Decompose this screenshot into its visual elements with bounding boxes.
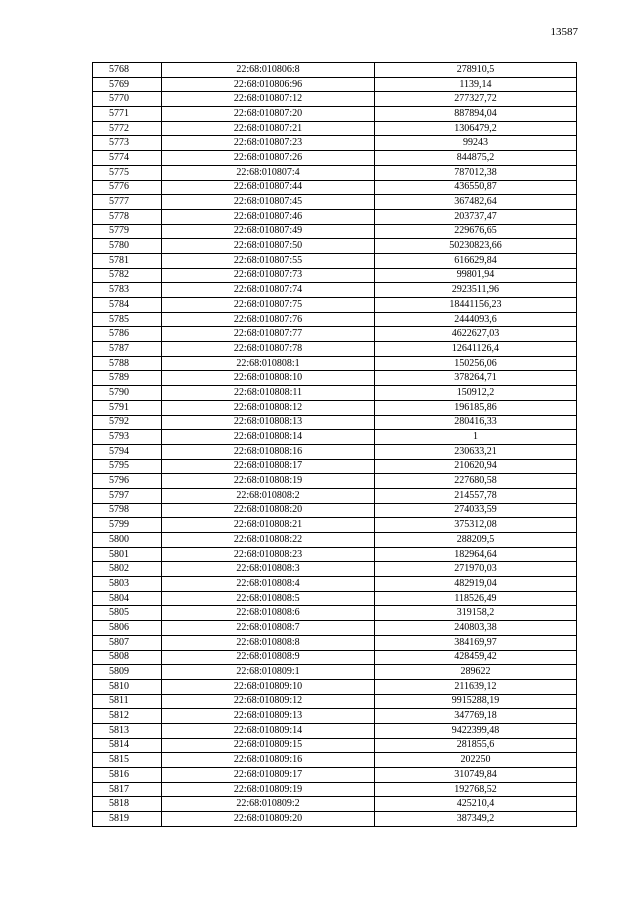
row-number-cell: 5780 [93, 239, 162, 254]
row-number-cell: 5818 [93, 797, 162, 812]
row-number-cell: 5807 [93, 635, 162, 650]
cadastral-number-cell: 22:68:010808:7 [162, 621, 375, 636]
value-cell: 425210,4 [375, 797, 577, 812]
table-row [93, 239, 577, 254]
cadastral-number-cell: 22:68:010806:96 [162, 77, 375, 92]
row-number-cell: 5768 [93, 63, 162, 78]
cadastral-number-cell: 22:68:010809:20 [162, 812, 375, 827]
table-row [93, 268, 577, 283]
cadastral-number-cell: 22:68:010809:19 [162, 782, 375, 797]
value-cell: 280416,33 [375, 415, 577, 430]
table-row [93, 444, 577, 459]
table-row [93, 224, 577, 239]
value-cell: 288209,5 [375, 533, 577, 548]
row-number-cell: 5805 [93, 606, 162, 621]
cadastral-number-cell: 22:68:010808:10 [162, 371, 375, 386]
row-number-cell: 5772 [93, 121, 162, 136]
value-cell: 277327,72 [375, 92, 577, 107]
page-number: 13587 [550, 26, 578, 38]
table-row [93, 459, 577, 474]
value-cell: 9915288,19 [375, 694, 577, 709]
row-number-cell: 5819 [93, 812, 162, 827]
row-number-cell: 5812 [93, 709, 162, 724]
row-number-cell: 5813 [93, 723, 162, 738]
cadastral-number-cell: 22:68:010808:21 [162, 518, 375, 533]
table-row [93, 400, 577, 415]
value-cell: 1 [375, 430, 577, 445]
table-row [93, 797, 577, 812]
cadastral-number-cell: 22:68:010807:20 [162, 107, 375, 122]
row-number-cell: 5801 [93, 547, 162, 562]
value-cell: 271970,03 [375, 562, 577, 577]
cadastral-number-cell: 22:68:010807:76 [162, 312, 375, 327]
table-row [93, 386, 577, 401]
value-cell: 210620,94 [375, 459, 577, 474]
cadastral-number-cell: 22:68:010807:12 [162, 92, 375, 107]
cadastral-number-cell: 22:68:010807:75 [162, 298, 375, 313]
value-cell: 182964,64 [375, 547, 577, 562]
row-number-cell: 5769 [93, 77, 162, 92]
table-row [93, 371, 577, 386]
cadastral-number-cell: 22:68:010807:74 [162, 283, 375, 298]
table-row [93, 474, 577, 489]
value-cell: 150256,06 [375, 356, 577, 371]
row-number-cell: 5815 [93, 753, 162, 768]
row-number-cell: 5804 [93, 591, 162, 606]
row-number-cell: 5782 [93, 268, 162, 283]
table-row [93, 298, 577, 313]
cadastral-number-cell: 22:68:010807:44 [162, 180, 375, 195]
row-number-cell: 5774 [93, 151, 162, 166]
row-number-cell: 5802 [93, 562, 162, 577]
table-row [93, 782, 577, 797]
table-row [93, 312, 577, 327]
cadastral-number-cell: 22:68:010807:21 [162, 121, 375, 136]
value-cell: 375312,08 [375, 518, 577, 533]
table-row [93, 738, 577, 753]
table-row [93, 650, 577, 665]
value-cell: 99243 [375, 136, 577, 151]
row-number-cell: 5781 [93, 253, 162, 268]
value-cell: 203737,47 [375, 209, 577, 224]
value-cell: 482919,04 [375, 577, 577, 592]
cadastral-number-cell: 22:68:010807:45 [162, 195, 375, 210]
cadastral-number-cell: 22:68:010808:8 [162, 635, 375, 650]
cadastral-number-cell: 22:68:010809:16 [162, 753, 375, 768]
value-cell: 50230823,66 [375, 239, 577, 254]
row-number-cell: 5817 [93, 782, 162, 797]
table-row [93, 679, 577, 694]
value-cell: 196185,86 [375, 400, 577, 415]
row-number-cell: 5811 [93, 694, 162, 709]
row-number-cell: 5773 [93, 136, 162, 151]
row-number-cell: 5789 [93, 371, 162, 386]
cadastral-number-cell: 22:68:010808:1 [162, 356, 375, 371]
table-row [93, 253, 577, 268]
value-cell: 310749,84 [375, 768, 577, 783]
value-cell: 9422399,48 [375, 723, 577, 738]
cadastral-number-cell: 22:68:010808:14 [162, 430, 375, 445]
row-number-cell: 5814 [93, 738, 162, 753]
value-cell: 229676,65 [375, 224, 577, 239]
cadastral-number-cell: 22:68:010807:55 [162, 253, 375, 268]
table-row [93, 591, 577, 606]
table-row [93, 812, 577, 827]
table-row [93, 577, 577, 592]
table-row [93, 92, 577, 107]
table-row [93, 753, 577, 768]
value-cell: 1139,14 [375, 77, 577, 92]
value-cell: 887894,04 [375, 107, 577, 122]
cadastral-number-cell: 22:68:010808:9 [162, 650, 375, 665]
table-row [93, 665, 577, 680]
value-cell: 319158,2 [375, 606, 577, 621]
table-row [93, 195, 577, 210]
value-cell: 211639,12 [375, 679, 577, 694]
table-row [93, 180, 577, 195]
value-cell: 289622 [375, 665, 577, 680]
table-row [93, 621, 577, 636]
table-row [93, 327, 577, 342]
table-row [93, 77, 577, 92]
cadastral-number-cell: 22:68:010809:17 [162, 768, 375, 783]
table-row [93, 547, 577, 562]
value-cell: 387349,2 [375, 812, 577, 827]
cadastral-number-cell: 22:68:010809:10 [162, 679, 375, 694]
table-row [93, 151, 577, 166]
value-cell: 616629,84 [375, 253, 577, 268]
cadastral-number-cell: 22:68:010808:23 [162, 547, 375, 562]
cadastral-number-cell: 22:68:010808:16 [162, 444, 375, 459]
value-cell: 2923511,96 [375, 283, 577, 298]
table-row [93, 635, 577, 650]
table-row [93, 136, 577, 151]
row-number-cell: 5792 [93, 415, 162, 430]
row-number-cell: 5783 [93, 283, 162, 298]
row-number-cell: 5775 [93, 165, 162, 180]
cadastral-number-cell: 22:68:010808:6 [162, 606, 375, 621]
row-number-cell: 5798 [93, 503, 162, 518]
value-cell: 274033,59 [375, 503, 577, 518]
value-cell: 230633,21 [375, 444, 577, 459]
cadastral-number-cell: 22:68:010809:1 [162, 665, 375, 680]
cadastral-number-cell: 22:68:010807:73 [162, 268, 375, 283]
value-cell: 12641126,4 [375, 342, 577, 357]
table-row [93, 518, 577, 533]
table-row [93, 723, 577, 738]
value-cell: 1306479,2 [375, 121, 577, 136]
cadastral-number-cell: 22:68:010807:26 [162, 151, 375, 166]
value-cell: 787012,38 [375, 165, 577, 180]
table-row [93, 107, 577, 122]
value-cell: 384169,97 [375, 635, 577, 650]
table-row [93, 63, 577, 78]
row-number-cell: 5800 [93, 533, 162, 548]
row-number-cell: 5786 [93, 327, 162, 342]
table-row [93, 415, 577, 430]
row-number-cell: 5816 [93, 768, 162, 783]
row-number-cell: 5803 [93, 577, 162, 592]
table-row [93, 768, 577, 783]
value-cell: 378264,71 [375, 371, 577, 386]
value-cell: 278910,5 [375, 63, 577, 78]
value-cell: 240803,38 [375, 621, 577, 636]
row-number-cell: 5809 [93, 665, 162, 680]
row-number-cell: 5796 [93, 474, 162, 489]
cadastral-number-cell: 22:68:010809:12 [162, 694, 375, 709]
row-number-cell: 5779 [93, 224, 162, 239]
row-number-cell: 5771 [93, 107, 162, 122]
table-row [93, 430, 577, 445]
row-number-cell: 5778 [93, 209, 162, 224]
table-row [93, 694, 577, 709]
row-number-cell: 5788 [93, 356, 162, 371]
cadastral-number-cell: 22:68:010807:23 [162, 136, 375, 151]
value-cell: 99801,94 [375, 268, 577, 283]
row-number-cell: 5795 [93, 459, 162, 474]
cadastral-number-cell: 22:68:010808:4 [162, 577, 375, 592]
cadastral-number-cell: 22:68:010807:78 [162, 342, 375, 357]
value-cell: 227680,58 [375, 474, 577, 489]
row-number-cell: 5810 [93, 679, 162, 694]
row-number-cell: 5770 [93, 92, 162, 107]
cadastral-number-cell: 22:68:010808:3 [162, 562, 375, 577]
value-cell: 4622627,03 [375, 327, 577, 342]
cadastral-number-cell: 22:68:010808:22 [162, 533, 375, 548]
cadastral-number-cell: 22:68:010808:11 [162, 386, 375, 401]
cadastral-number-cell: 22:68:010809:15 [162, 738, 375, 753]
row-number-cell: 5794 [93, 444, 162, 459]
value-cell: 202250 [375, 753, 577, 768]
row-number-cell: 5784 [93, 298, 162, 313]
table-row [93, 709, 577, 724]
row-number-cell: 5808 [93, 650, 162, 665]
table-row [93, 606, 577, 621]
value-cell: 428459,42 [375, 650, 577, 665]
table-body [93, 63, 577, 827]
value-cell: 18441156,23 [375, 298, 577, 313]
value-cell: 2444093,6 [375, 312, 577, 327]
cadastral-number-cell: 22:68:010807:50 [162, 239, 375, 254]
table-row [93, 209, 577, 224]
table-row [93, 342, 577, 357]
cadastral-number-cell: 22:68:010808:2 [162, 488, 375, 503]
table-row [93, 503, 577, 518]
table-row [93, 165, 577, 180]
value-cell: 436550,87 [375, 180, 577, 195]
table-row [93, 488, 577, 503]
row-number-cell: 5776 [93, 180, 162, 195]
row-number-cell: 5793 [93, 430, 162, 445]
row-number-cell: 5785 [93, 312, 162, 327]
value-cell: 214557,78 [375, 488, 577, 503]
row-number-cell: 5777 [93, 195, 162, 210]
cadastral-number-cell: 22:68:010809:14 [162, 723, 375, 738]
cadastral-number-cell: 22:68:010808:5 [162, 591, 375, 606]
cadastral-number-cell: 22:68:010809:13 [162, 709, 375, 724]
cadastral-number-cell: 22:68:010808:12 [162, 400, 375, 415]
value-cell: 281855,6 [375, 738, 577, 753]
value-cell: 367482,64 [375, 195, 577, 210]
value-cell: 347769,18 [375, 709, 577, 724]
cadastral-number-cell: 22:68:010807:46 [162, 209, 375, 224]
cadastral-number-cell: 22:68:010808:13 [162, 415, 375, 430]
cadastral-value-table [92, 62, 577, 827]
cadastral-number-cell: 22:68:010807:77 [162, 327, 375, 342]
value-cell: 150912,2 [375, 386, 577, 401]
cadastral-number-cell: 22:68:010806:8 [162, 63, 375, 78]
cadastral-number-cell: 22:68:010808:20 [162, 503, 375, 518]
cadastral-number-cell: 22:68:010808:19 [162, 474, 375, 489]
value-cell: 192768,52 [375, 782, 577, 797]
table-row [93, 533, 577, 548]
table-row [93, 356, 577, 371]
table-row [93, 562, 577, 577]
cadastral-number-cell: 22:68:010807:4 [162, 165, 375, 180]
row-number-cell: 5787 [93, 342, 162, 357]
table-row [93, 121, 577, 136]
row-number-cell: 5797 [93, 488, 162, 503]
value-cell: 118526,49 [375, 591, 577, 606]
row-number-cell: 5790 [93, 386, 162, 401]
cadastral-number-cell: 22:68:010808:17 [162, 459, 375, 474]
row-number-cell: 5806 [93, 621, 162, 636]
cadastral-number-cell: 22:68:010807:49 [162, 224, 375, 239]
cadastral-number-cell: 22:68:010809:2 [162, 797, 375, 812]
row-number-cell: 5791 [93, 400, 162, 415]
table-row [93, 283, 577, 298]
row-number-cell: 5799 [93, 518, 162, 533]
value-cell: 844875,2 [375, 151, 577, 166]
